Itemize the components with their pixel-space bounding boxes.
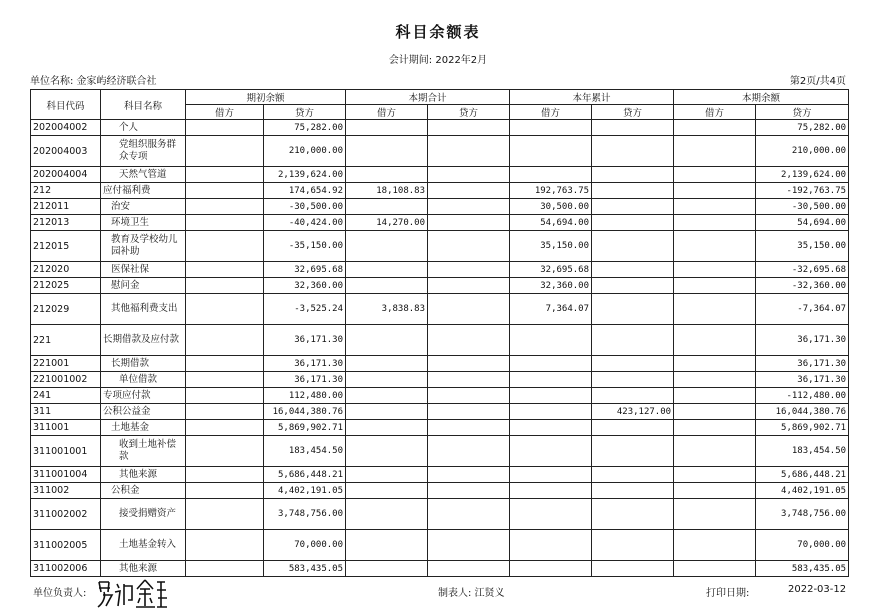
table-row bbox=[31, 404, 849, 420]
table-row bbox=[31, 278, 849, 294]
amount-cell bbox=[428, 294, 510, 325]
amount-cell bbox=[592, 436, 674, 467]
account-name: 公积公益金 bbox=[101, 404, 186, 420]
account-code: 212011 bbox=[31, 199, 101, 215]
amount-cell bbox=[674, 120, 756, 136]
amount-cell: 75,282.00 bbox=[264, 120, 346, 136]
col-header-debit: 借方 bbox=[346, 105, 428, 120]
amount-cell bbox=[592, 420, 674, 436]
amount-cell bbox=[674, 183, 756, 199]
col-header-code: 科目代码 bbox=[31, 90, 101, 120]
amount-cell: 75,282.00 bbox=[756, 120, 849, 136]
unit-name: 单位名称: 金家屿经济联合社 bbox=[30, 76, 157, 87]
account-name: 土地基金 bbox=[101, 420, 186, 436]
account-name: 其他福利费支出 bbox=[101, 294, 186, 325]
amount-cell: 36,171.30 bbox=[756, 325, 849, 356]
amount-cell bbox=[674, 483, 756, 499]
amount-cell bbox=[346, 530, 428, 561]
amount-cell: 35,150.00 bbox=[756, 231, 849, 262]
amount-cell bbox=[186, 356, 264, 372]
amount-cell: -35,150.00 bbox=[264, 231, 346, 262]
amount-cell: 583,435.05 bbox=[756, 561, 849, 577]
account-code: 311001 bbox=[31, 420, 101, 436]
amount-cell bbox=[592, 467, 674, 483]
amount-cell: 3,748,756.00 bbox=[264, 499, 346, 530]
amount-cell bbox=[428, 499, 510, 530]
amount-cell bbox=[510, 372, 592, 388]
account-code: 221001002 bbox=[31, 372, 101, 388]
col-header-debit: 借方 bbox=[674, 105, 756, 120]
amount-cell: 3,838.83 bbox=[346, 294, 428, 325]
col-header-debit: 借方 bbox=[510, 105, 592, 120]
table-row bbox=[31, 120, 849, 136]
amount-cell bbox=[186, 262, 264, 278]
amount-cell: 16,044,380.76 bbox=[264, 404, 346, 420]
amount-cell bbox=[346, 561, 428, 577]
amount-cell bbox=[428, 231, 510, 262]
amount-cell: -30,500.00 bbox=[756, 199, 849, 215]
amount-cell: 70,000.00 bbox=[264, 530, 346, 561]
amount-cell bbox=[674, 467, 756, 483]
amount-cell bbox=[510, 167, 592, 183]
account-code: 221 bbox=[31, 325, 101, 356]
table-row bbox=[31, 136, 849, 167]
amount-cell bbox=[674, 136, 756, 167]
amount-cell bbox=[674, 420, 756, 436]
table-row bbox=[31, 420, 849, 436]
amount-cell bbox=[592, 356, 674, 372]
amount-cell bbox=[346, 483, 428, 499]
amount-cell bbox=[674, 436, 756, 467]
amount-cell: -30,500.00 bbox=[264, 199, 346, 215]
account-code: 212029 bbox=[31, 294, 101, 325]
amount-cell bbox=[510, 467, 592, 483]
amount-cell bbox=[428, 372, 510, 388]
amount-cell bbox=[346, 420, 428, 436]
amount-cell bbox=[674, 530, 756, 561]
account-code: 202004004 bbox=[31, 167, 101, 183]
head-label: 单位负责人: bbox=[33, 588, 87, 599]
account-name: 其他来源 bbox=[101, 561, 186, 577]
amount-cell bbox=[428, 561, 510, 577]
amount-cell bbox=[346, 262, 428, 278]
amount-cell bbox=[346, 231, 428, 262]
amount-cell: 16,044,380.76 bbox=[756, 404, 849, 420]
col-header-ytd: 本年累计 bbox=[510, 90, 674, 105]
amount-cell bbox=[186, 483, 264, 499]
table-row bbox=[31, 530, 849, 561]
account-code: 311002006 bbox=[31, 561, 101, 577]
amount-cell bbox=[674, 199, 756, 215]
amount-cell bbox=[592, 231, 674, 262]
amount-cell bbox=[510, 388, 592, 404]
col-header-closing: 本期余额 bbox=[674, 90, 849, 105]
amount-cell bbox=[346, 325, 428, 356]
amount-cell bbox=[428, 215, 510, 231]
amount-cell: 32,360.00 bbox=[510, 278, 592, 294]
amount-cell bbox=[510, 530, 592, 561]
amount-cell: 583,435.05 bbox=[264, 561, 346, 577]
amount-cell bbox=[346, 136, 428, 167]
amount-cell bbox=[428, 199, 510, 215]
amount-cell bbox=[186, 499, 264, 530]
amount-cell bbox=[428, 356, 510, 372]
amount-cell bbox=[346, 404, 428, 420]
amount-cell bbox=[674, 499, 756, 530]
account-name: 土地基金转入 bbox=[101, 530, 186, 561]
handwritten-signature bbox=[95, 576, 169, 610]
amount-cell bbox=[592, 136, 674, 167]
account-name: 其他来源 bbox=[101, 467, 186, 483]
col-header-name: 科目名称 bbox=[101, 90, 186, 120]
account-code: 311 bbox=[31, 404, 101, 420]
report-title: 科目余额表 bbox=[395, 23, 481, 41]
amount-cell: 210,000.00 bbox=[264, 136, 346, 167]
amount-cell bbox=[428, 420, 510, 436]
amount-cell bbox=[428, 278, 510, 294]
table-row bbox=[31, 388, 849, 404]
amount-cell: 183,454.50 bbox=[264, 436, 346, 467]
amount-cell bbox=[674, 404, 756, 420]
account-name: 医保社保 bbox=[101, 262, 186, 278]
amount-cell: 32,360.00 bbox=[264, 278, 346, 294]
amount-cell bbox=[186, 199, 264, 215]
col-header-opening: 期初余额 bbox=[186, 90, 346, 105]
amount-cell: -32,695.68 bbox=[756, 262, 849, 278]
amount-cell bbox=[674, 356, 756, 372]
account-name: 环境卫生 bbox=[101, 215, 186, 231]
amount-cell bbox=[674, 388, 756, 404]
maker-label: 制表人: 江贤义 bbox=[438, 588, 505, 599]
print-date-label: 打印日期: bbox=[706, 588, 750, 599]
amount-cell bbox=[428, 325, 510, 356]
amount-cell: 35,150.00 bbox=[510, 231, 592, 262]
amount-cell: 32,695.68 bbox=[510, 262, 592, 278]
amount-cell bbox=[592, 530, 674, 561]
amount-cell bbox=[186, 294, 264, 325]
amount-cell bbox=[428, 388, 510, 404]
amount-cell bbox=[428, 262, 510, 278]
amount-cell bbox=[186, 136, 264, 167]
amount-cell: -40,424.00 bbox=[264, 215, 346, 231]
account-code: 212013 bbox=[31, 215, 101, 231]
account-name: 单位借款 bbox=[101, 372, 186, 388]
amount-cell: 5,686,448.21 bbox=[756, 467, 849, 483]
amount-cell bbox=[592, 199, 674, 215]
amount-cell: 210,000.00 bbox=[756, 136, 849, 167]
table-row bbox=[31, 262, 849, 278]
account-code: 202004002 bbox=[31, 120, 101, 136]
amount-cell bbox=[346, 467, 428, 483]
account-name: 党组织服务群众专项 bbox=[101, 136, 186, 167]
col-header-credit: 贷方 bbox=[428, 105, 510, 120]
amount-cell bbox=[592, 120, 674, 136]
amount-cell bbox=[186, 388, 264, 404]
amount-cell: 2,139,624.00 bbox=[264, 167, 346, 183]
print-date-value: 2022-03-12 bbox=[788, 584, 847, 595]
amount-cell: -112,480.00 bbox=[756, 388, 849, 404]
amount-cell bbox=[674, 167, 756, 183]
table-row bbox=[31, 183, 849, 199]
table-row bbox=[31, 483, 849, 499]
col-header-current: 本期合计 bbox=[346, 90, 510, 105]
amount-cell: 36,171.30 bbox=[264, 356, 346, 372]
amount-cell bbox=[510, 325, 592, 356]
account-code: 311002 bbox=[31, 483, 101, 499]
amount-cell: 423,127.00 bbox=[592, 404, 674, 420]
amount-cell bbox=[592, 483, 674, 499]
amount-cell bbox=[186, 231, 264, 262]
account-name: 教育及学校幼儿园补助 bbox=[101, 231, 186, 262]
amount-cell bbox=[510, 136, 592, 167]
table-row bbox=[31, 325, 849, 356]
account-name: 治安 bbox=[101, 199, 186, 215]
amount-cell bbox=[592, 167, 674, 183]
page-indicator: 第2页/共4页 bbox=[789, 76, 846, 87]
amount-cell: 18,108.83 bbox=[346, 183, 428, 199]
amount-cell bbox=[510, 356, 592, 372]
amount-cell: 2,139,624.00 bbox=[756, 167, 849, 183]
account-code: 202004003 bbox=[31, 136, 101, 167]
amount-cell bbox=[186, 167, 264, 183]
amount-cell: 36,171.30 bbox=[756, 356, 849, 372]
amount-cell bbox=[428, 436, 510, 467]
amount-cell: 192,763.75 bbox=[510, 183, 592, 199]
amount-cell: 4,402,191.05 bbox=[264, 483, 346, 499]
accounting-period: 会计期间: 2022年2月 bbox=[388, 55, 488, 66]
amount-cell bbox=[592, 388, 674, 404]
amount-cell bbox=[346, 120, 428, 136]
amount-cell bbox=[346, 388, 428, 404]
amount-cell: 54,694.00 bbox=[510, 215, 592, 231]
balance-table bbox=[30, 89, 849, 577]
amount-cell bbox=[510, 120, 592, 136]
amount-cell bbox=[346, 278, 428, 294]
amount-cell bbox=[428, 467, 510, 483]
amount-cell: 36,171.30 bbox=[264, 325, 346, 356]
amount-cell bbox=[186, 372, 264, 388]
amount-cell bbox=[428, 183, 510, 199]
amount-cell: 36,171.30 bbox=[264, 372, 346, 388]
amount-cell bbox=[346, 167, 428, 183]
amount-cell bbox=[186, 420, 264, 436]
amount-cell: 183,454.50 bbox=[756, 436, 849, 467]
amount-cell bbox=[510, 420, 592, 436]
amount-cell bbox=[186, 561, 264, 577]
amount-cell bbox=[186, 278, 264, 294]
amount-cell bbox=[592, 325, 674, 356]
amount-cell bbox=[428, 136, 510, 167]
amount-cell: -32,360.00 bbox=[756, 278, 849, 294]
amount-cell: 112,480.00 bbox=[264, 388, 346, 404]
amount-cell: 36,171.30 bbox=[756, 372, 849, 388]
table-row bbox=[31, 561, 849, 577]
amount-cell: 5,686,448.21 bbox=[264, 467, 346, 483]
table-row bbox=[31, 231, 849, 262]
amount-cell bbox=[592, 499, 674, 530]
col-header-debit: 借方 bbox=[186, 105, 264, 120]
table-row bbox=[31, 294, 849, 325]
account-name: 个人 bbox=[101, 120, 186, 136]
amount-cell bbox=[592, 262, 674, 278]
account-code: 212020 bbox=[31, 262, 101, 278]
amount-cell bbox=[346, 436, 428, 467]
amount-cell: 54,694.00 bbox=[756, 215, 849, 231]
amount-cell bbox=[674, 294, 756, 325]
amount-cell: 4,402,191.05 bbox=[756, 483, 849, 499]
col-header-credit: 贷方 bbox=[592, 105, 674, 120]
amount-cell: -3,525.24 bbox=[264, 294, 346, 325]
amount-cell bbox=[428, 167, 510, 183]
amount-cell bbox=[674, 231, 756, 262]
amount-cell bbox=[510, 404, 592, 420]
account-code: 212015 bbox=[31, 231, 101, 262]
amount-cell bbox=[510, 436, 592, 467]
amount-cell: -7,364.07 bbox=[756, 294, 849, 325]
amount-cell: 7,364.07 bbox=[510, 294, 592, 325]
account-name: 长期借款 bbox=[101, 356, 186, 372]
table-row bbox=[31, 467, 849, 483]
amount-cell bbox=[674, 262, 756, 278]
table-row bbox=[31, 167, 849, 183]
amount-cell: 32,695.68 bbox=[264, 262, 346, 278]
amount-cell bbox=[346, 499, 428, 530]
amount-cell bbox=[346, 372, 428, 388]
amount-cell bbox=[592, 561, 674, 577]
amount-cell bbox=[592, 372, 674, 388]
amount-cell bbox=[428, 120, 510, 136]
amount-cell bbox=[186, 215, 264, 231]
amount-cell bbox=[674, 278, 756, 294]
amount-cell: 14,270.00 bbox=[346, 215, 428, 231]
account-name: 收到土地补偿款 bbox=[101, 436, 186, 467]
amount-cell bbox=[186, 325, 264, 356]
account-name: 长期借款及应付款 bbox=[101, 325, 186, 356]
amount-cell bbox=[186, 436, 264, 467]
amount-cell bbox=[592, 278, 674, 294]
account-code: 212025 bbox=[31, 278, 101, 294]
amount-cell bbox=[186, 120, 264, 136]
account-name: 公积金 bbox=[101, 483, 186, 499]
table-row bbox=[31, 356, 849, 372]
amount-cell bbox=[674, 561, 756, 577]
account-code: 311002005 bbox=[31, 530, 101, 561]
amount-cell bbox=[674, 372, 756, 388]
table-row bbox=[31, 499, 849, 530]
account-name: 专项应付款 bbox=[101, 388, 186, 404]
table-row bbox=[31, 199, 849, 215]
amount-cell bbox=[428, 404, 510, 420]
amount-cell: 3,748,756.00 bbox=[756, 499, 849, 530]
col-header-credit: 贷方 bbox=[756, 105, 849, 120]
account-code: 212 bbox=[31, 183, 101, 199]
col-header-credit: 贷方 bbox=[264, 105, 346, 120]
amount-cell bbox=[186, 183, 264, 199]
table-row bbox=[31, 436, 849, 467]
account-code: 311001001 bbox=[31, 436, 101, 467]
amount-cell bbox=[510, 561, 592, 577]
amount-cell bbox=[592, 215, 674, 231]
table-row bbox=[31, 215, 849, 231]
amount-cell bbox=[674, 215, 756, 231]
amount-cell bbox=[186, 404, 264, 420]
account-code: 311002002 bbox=[31, 499, 101, 530]
amount-cell bbox=[592, 183, 674, 199]
amount-cell bbox=[510, 499, 592, 530]
amount-cell bbox=[186, 530, 264, 561]
amount-cell: -192,763.75 bbox=[756, 183, 849, 199]
amount-cell bbox=[346, 356, 428, 372]
amount-cell: 70,000.00 bbox=[756, 530, 849, 561]
amount-cell bbox=[592, 294, 674, 325]
amount-cell bbox=[346, 199, 428, 215]
amount-cell bbox=[428, 483, 510, 499]
amount-cell bbox=[186, 467, 264, 483]
amount-cell: 5,869,902.71 bbox=[264, 420, 346, 436]
amount-cell: 30,500.00 bbox=[510, 199, 592, 215]
amount-cell bbox=[510, 483, 592, 499]
account-code: 311001004 bbox=[31, 467, 101, 483]
amount-cell: 174,654.92 bbox=[264, 183, 346, 199]
account-code: 221001 bbox=[31, 356, 101, 372]
account-code: 241 bbox=[31, 388, 101, 404]
table-row bbox=[31, 372, 849, 388]
amount-cell: 5,869,902.71 bbox=[756, 420, 849, 436]
account-name: 应付福利费 bbox=[101, 183, 186, 199]
account-name: 接受捐赠资产 bbox=[101, 499, 186, 530]
amount-cell bbox=[674, 325, 756, 356]
account-name: 天然气管道 bbox=[101, 167, 186, 183]
amount-cell bbox=[428, 530, 510, 561]
account-name: 慰问金 bbox=[101, 278, 186, 294]
